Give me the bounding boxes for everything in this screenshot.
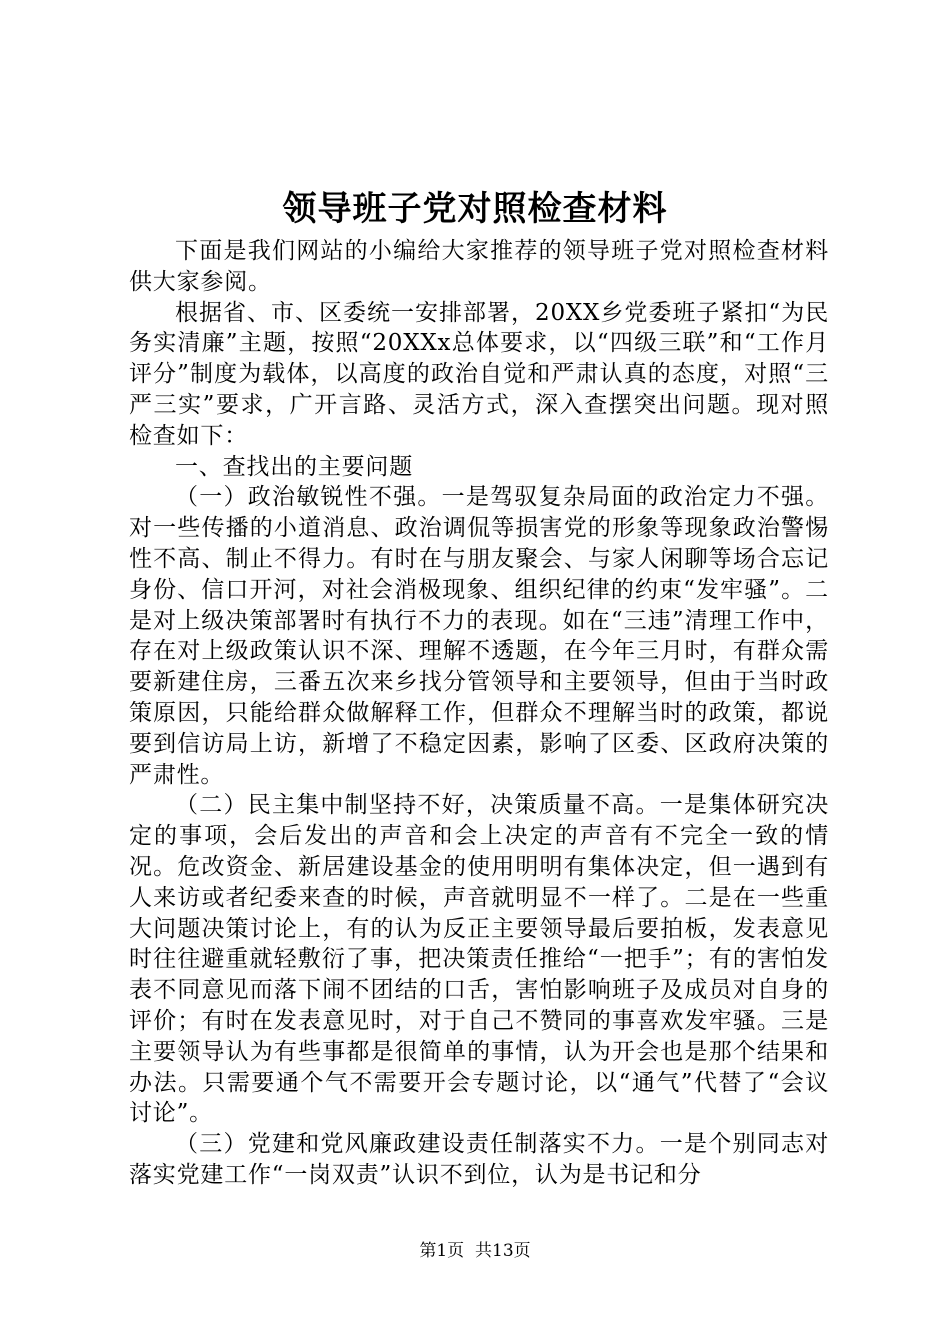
- background-paragraph: 根据省、市、区委统一安排部署，20XX乡党委班子紧扣“为民务实清廉”主题，按照“20XXx总体要求，以“四级三联”和“工作月评分”制度为载体，以高度的政治自觉和严肃认真的态度，对照“三严三实”要求，广开言路、灵活方式，深入查摆突出问题。现对照检查如下：: [129, 299, 829, 449]
- intro-paragraph: 下面是我们网站的小编给大家推荐的领导班子党对照检查材料供大家参阅。: [129, 238, 829, 295]
- page-footer: [0, 1239, 950, 1263]
- section-heading: 一、查找出的主要问题: [175, 453, 413, 480]
- page-total: 共13页: [475, 1241, 531, 1261]
- issue-paragraph-3: （三）党建和党风廉政建设责任制落实不力。一是个别同志对落实党建工作“一岗双责”认识不到位，认为是书记和分: [129, 1131, 829, 1188]
- issue-paragraph-1: （一）政治敏锐性不强。一是驾驭复杂局面的政治定力不强。对一些传播的小道消息、政治调侃等损害党的形象等现象政治警惕性不高、制止不得力。有时在与朋友聚会、与家人闲聊等场合忘记身份、信口开河，对社会消极现象、组织纪律的约束“发牢骚”。二是对上级决策部署时有执行不力的表现。如在“三违”清理工作中，存在对上级政策认识不深、理解不透题，在今年三月时，有群众需要新建住房，三番五次来乡找分管领导和主要领导，但由于当时政策原因，只能给群众做解释工作，但群众不理解当时的政策，都说要到信访局上访，新增了不稳定因素，影响了区委、区政府决策的严肃性。: [129, 484, 829, 788]
- page-number: 第1页: [419, 1241, 465, 1261]
- document-title: 领导班子党对照检查材料: [282, 189, 668, 229]
- issue-paragraph-2: （二）民主集中制坚持不好，决策质量不高。一是集体研究决定的事项，会后发出的声音和会上决定的声音有不完全一致的情况。危改资金、新居建设基金的使用明明有集体决定，但一遇到有人来访或者纪委来查的时候，声音就明显不一样了。二是在一些重大问题决策讨论上，有的认为反正主要领导最后要拍板，发表意见时往往避重就轻敷衍了事，把决策责任推给“一把手”；有的害怕发表不同意见而落下闹不团结的口舌，害怕影响班子及成员对自身的评价；有时在发表意见时，对于自己不赞同的事喜欢发牢骚。三是主要领导认为有些事都是很简单的事情，认为开会也是那个结果和办法。只需要通个气不需要开会专题讨论，以“通气”代替了“会议讨论”。: [129, 792, 829, 1127]
- document-body: [129, 236, 829, 1191]
